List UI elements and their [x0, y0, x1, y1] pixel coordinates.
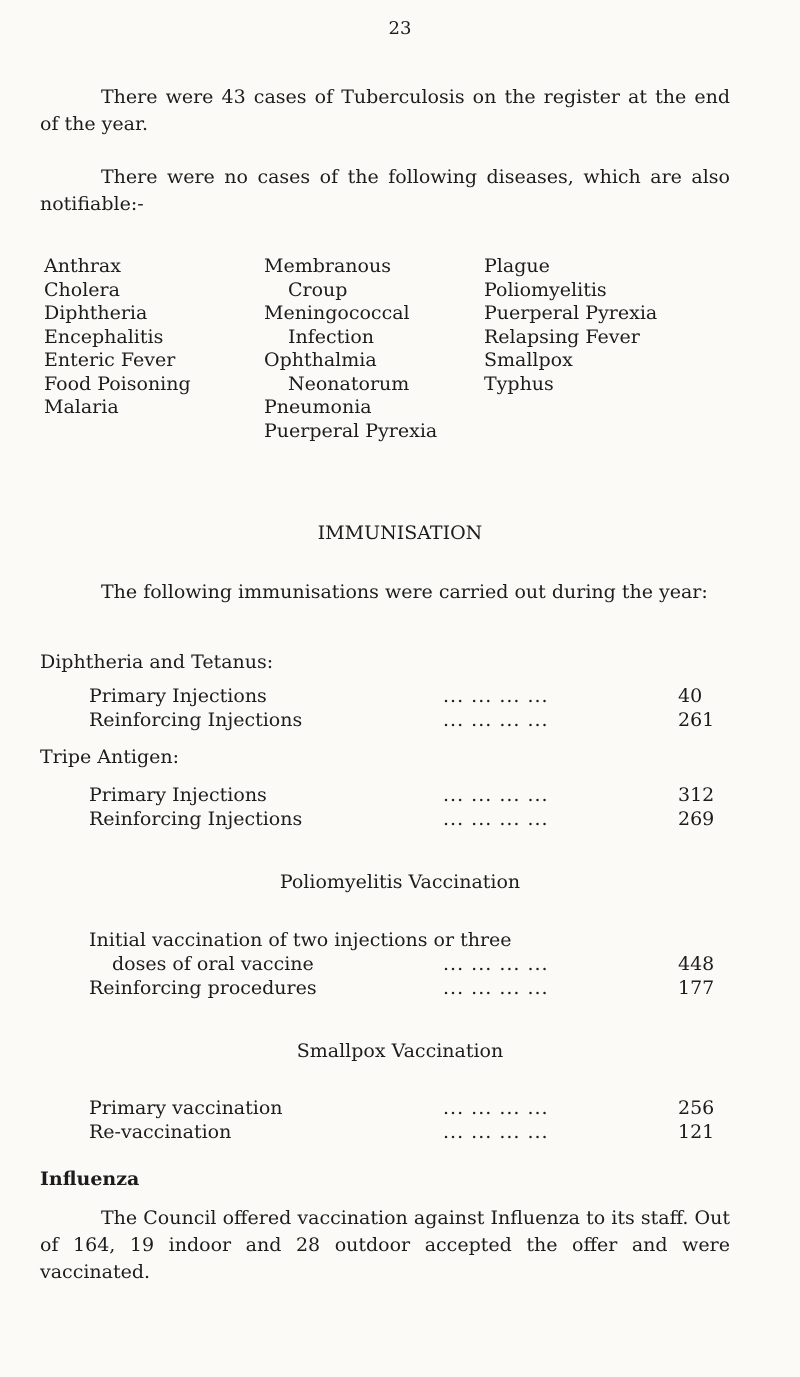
leader-dots: ... ... ... ... [443, 784, 549, 806]
ta-primary-label: Primary Injections [89, 784, 267, 806]
dt-reinforcing-value: 261 [678, 709, 715, 731]
disease-item: Smallpox [484, 349, 573, 371]
smallpox-heading: Smallpox Vaccination [296, 1040, 504, 1062]
disease-item: Poliomyelitis [484, 278, 607, 301]
disease-item: Relapsing Fever [484, 325, 640, 348]
polio-heading: Poliomyelitis Vaccination [279, 871, 521, 893]
disease-item: Anthrax [44, 255, 121, 277]
smallpox-revaccination-label: Re-vaccination [89, 1121, 232, 1143]
disease-item: Infection [288, 325, 375, 348]
disease-item: Meningococcal [264, 302, 410, 324]
triple-antigen-heading: Tripe Antigen: [40, 746, 179, 768]
leader-dots: ... ... ... ... [443, 709, 549, 731]
no-cases-paragraph: There were no cases of the following diseases, which are also notifiable:- [40, 166, 730, 215]
disease-item: Croup [288, 278, 348, 301]
leader-dots: ... ... ... ... [443, 1121, 549, 1143]
polio-initial-line1: Initial vaccination of two injections or three [89, 929, 512, 951]
ta-reinforcing-label: Reinforcing Injections [89, 808, 303, 830]
smallpox-primary-label: Primary vaccination [89, 1097, 283, 1119]
immunisation-heading: IMMUNISATION [317, 522, 483, 544]
page-number: 23 [388, 18, 412, 39]
dt-primary-value: 40 [678, 685, 703, 707]
leader-dots: ... ... ... ... [443, 808, 549, 830]
disease-item: Puerperal Pyrexia [484, 302, 658, 324]
disease-column-3 [484, 255, 657, 396]
leader-dots: ... ... ... ... [443, 953, 549, 975]
diphtheria-tetanus-heading: Diphtheria and Tetanus: [40, 651, 274, 673]
disease-item: Pneumonia [264, 396, 372, 418]
influenza-heading: Influenza [40, 1168, 140, 1190]
leader-dots: ... ... ... ... [443, 1097, 549, 1119]
disease-item: Plague [484, 255, 550, 277]
leader-dots: ... ... ... ... [443, 977, 549, 999]
disease-item: Puerperal Pyrexia [264, 419, 438, 442]
dt-primary-label: Primary Injections [89, 685, 267, 707]
disease-item: Encephalitis [44, 325, 164, 348]
influenza-paragraph: The Council offered vaccination against Influenza to its staff. Out of 164, 19 indoor and 28 outdoor accepted the offer and were vaccinated. [40, 1207, 730, 1283]
leader-dots: ... ... ... ... [443, 685, 549, 707]
ta-primary-value: 312 [678, 784, 715, 806]
disease-item: Enteric Fever [44, 349, 176, 371]
disease-item: Diphtheria [44, 302, 148, 324]
disease-item: Membranous [264, 255, 391, 277]
dt-reinforcing-label: Reinforcing Injections [89, 709, 303, 731]
disease-column-1 [44, 255, 191, 420]
disease-item: Typhus [484, 372, 554, 395]
polio-reinforcing-value: 177 [678, 977, 715, 999]
disease-column-2 [264, 255, 437, 443]
polio-initial-value: 448 [678, 953, 715, 975]
disease-item: Malaria [44, 396, 119, 418]
immunisation-intro: The following immunisations were carried out during the year: [101, 581, 708, 603]
tuberculosis-paragraph: There were 43 cases of Tuberculosis on the register at the end of the year. [40, 86, 730, 135]
disease-item: Neonatorum [288, 372, 410, 395]
ta-reinforcing-value: 269 [678, 808, 715, 830]
polio-initial-line2: doses of oral vaccine [112, 953, 314, 975]
polio-reinforcing-label: Reinforcing procedures [89, 977, 317, 999]
disease-item: Cholera [44, 278, 120, 301]
smallpox-primary-value: 256 [678, 1097, 715, 1119]
disease-item: Food Poisoning [44, 372, 191, 395]
smallpox-revaccination-value: 121 [678, 1121, 715, 1143]
disease-item: Ophthalmia [264, 349, 377, 371]
